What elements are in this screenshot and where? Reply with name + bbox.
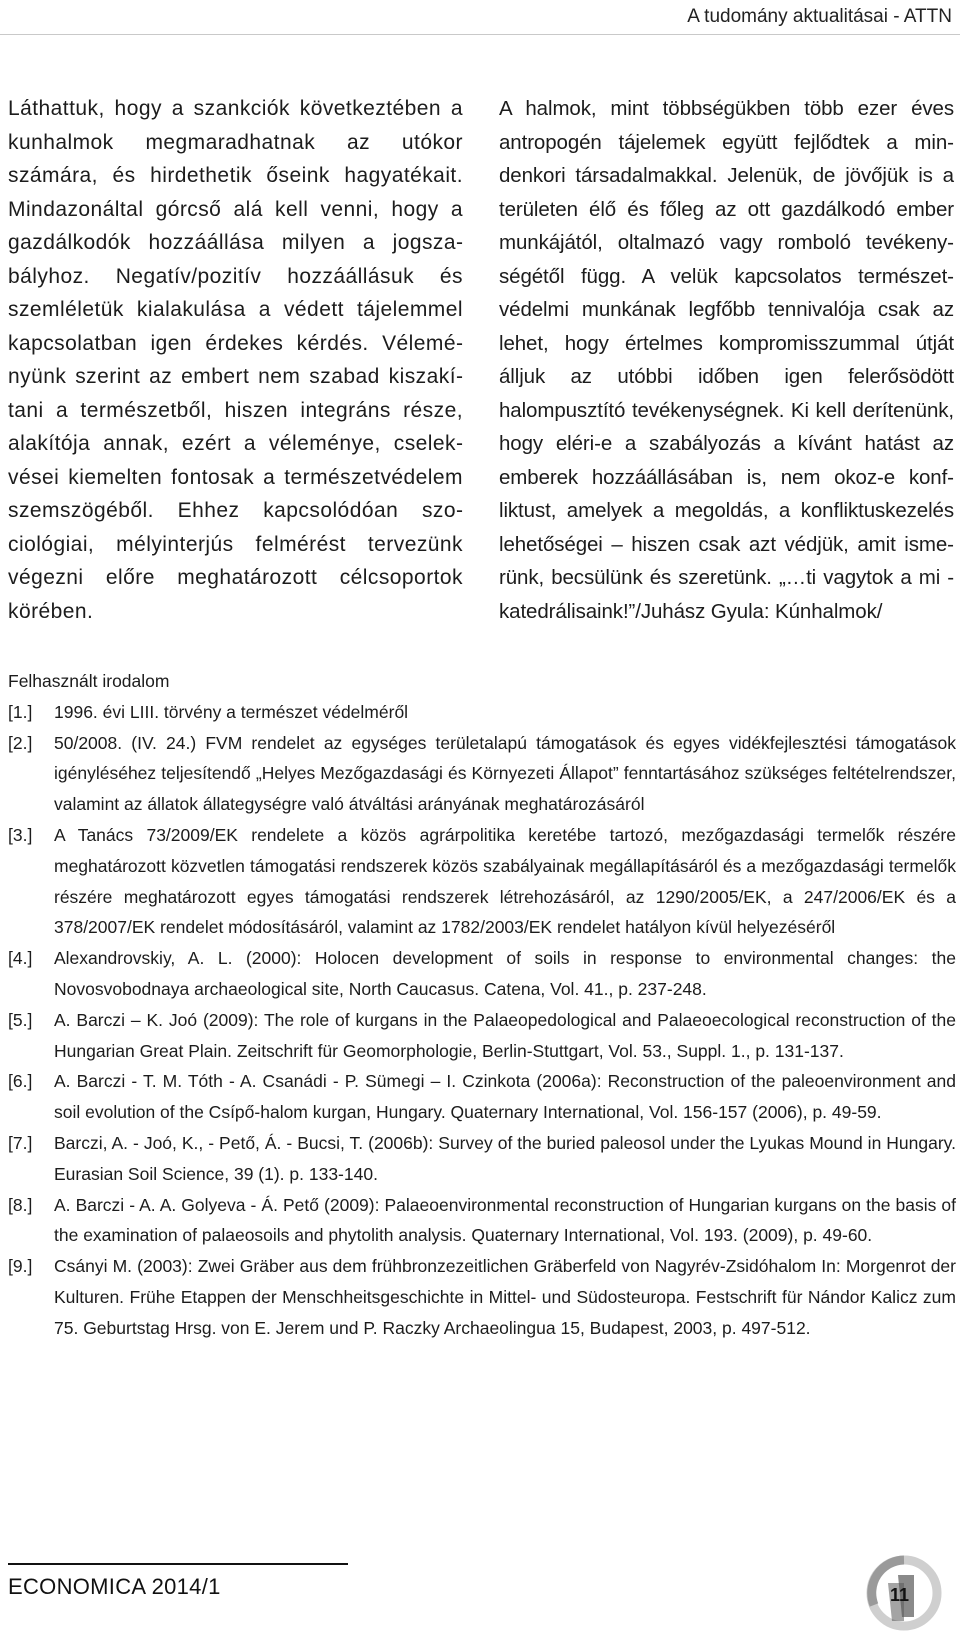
reference-item [8, 1190, 956, 1252]
reference-item [8, 1251, 956, 1343]
reference-item [8, 728, 956, 820]
reference-item [8, 943, 956, 1005]
journal-issue: ECONOMICA 2014/1 [8, 1574, 221, 1599]
right-column [499, 92, 954, 628]
reference-text: A Tanács 73/2009/EK rendelete a közös agrárpolitika keretébe tartozó, mezőgazdasági termelők részére meghatározott közvetlen támogatási rendszerek közös szabályainak megállapításáról és a mezőgazdasági termelők részére meghatározott egyes támogatási rendszerek létrehozásáról, az 1290/2005/EK, a 247/2006/EK és a 378/2007/EK rendelet módosításáról, valamint az 1782/2003/EK rendelet hatályon kívül helyezéséről [54, 824, 956, 938]
running-header [0, 0, 960, 35]
reference-text: 50/2008. (IV. 24.) FVM rendelet az egységes területalapú támogatások és egyes vidékfejlesztési támogatások igényléséhez teljesítendő „Helyes Mezőgazdasági és Környezeti Állapot” fenntartásához szükséges feltételrendszer, valamint az állatok állategységre való átváltási arányának meghatározásáról [54, 732, 956, 815]
reference-text: A. Barczi – K. Joó (2009): The role of kurgans in the Palaeopedological and Palaeoecological reconstruction of the Hungarian Great Plain. Zeitschrift für Geomorphologie, Berlin-Stuttgart, Vol. 53., Suppl. 1., p. 131-137. [54, 1009, 956, 1061]
reference-text: A. Barczi - T. M. Tóth - A. Csanádi - P. Sümegi – I. Czinkota (2006a): Reconstruction of the paleoenvironment and soil evolution of the Csípő-halom kurgan, Hungary. Quaternary International, Vol. 156-157 (2006), p. 49-59. [54, 1071, 956, 1123]
left-column-paragraph: Láthattuk, hogy a szankciók következtében a kunhalmok megmaradhatnak az utókor számára, és hirdethetik őseink hagyatékait. Mindazonáltal górcső alá kell venni, hogy a gazdálkodók hozzáállása milyen a jogszabályhoz. Negatív/pozitív hozzáállásuk és szemléletük kialakulása a védett tájelemmel kapcsolatban igen érdekes kérdés. Véleményünk szerint az embert nem szabad kiszakítani a természetből, hiszen integráns része, alakítója annak, ezért a véleménye, cselekvései kiemelten fontosak a természetvédelem szemszögéből. Ehhez kapcsolódóan szociológiai, mélyinterjús felmérést tervezünk végezni előre meghatározott célcsoportok körében. [8, 97, 463, 623]
reference-number: [8.] [8, 1194, 33, 1215]
reference-text: 1996. évi LIII. törvény a természet védelméről [54, 701, 409, 722]
reference-number: [6.] [8, 1071, 33, 1092]
header-title: A tudomány aktualitásai - ATTN [687, 6, 952, 27]
reference-number: [9.] [8, 1256, 33, 1277]
reference-number: [3.] [8, 824, 33, 845]
reference-item [8, 697, 956, 728]
reference-item [8, 1005, 956, 1067]
reference-number: [5.] [8, 1009, 33, 1030]
references-section [8, 666, 956, 1344]
reference-text: Csányi M. (2003): Zwei Gräber aus dem frühbronzezeitlichen Gräberfeld von Nagyrév-Zsidóhalom In: Morgenrot der Kulturen. Frühe Etappen der Menschheitsgeschichte in Mittel- und Südosteuropa. Festschrift für Nándor Kalicz zum 75. Geburtstag Hrsg. von E. Jerem und P. Raczky Archaeolingua 15, Budapest, 2003, p. 497-512. [54, 1256, 956, 1338]
footer-rule [8, 1563, 348, 1565]
left-column [8, 92, 463, 628]
page-number: 11 [890, 1585, 910, 1605]
reference-text: A. Barczi - A. A. Golyeva - Á. Pető (2009): Palaeoenvironmental reconstruction of Hungarian kurgans on the basis of the examination of palaeosoils and phytolith analysis. Quaternary International, Vol. 193. (2009), p. 49-60. [54, 1194, 956, 1246]
reference-item [8, 820, 956, 943]
reference-item [8, 1066, 956, 1128]
reference-text: Alexandrovskiy, A. L. (2000): Holocen development of soils in response to environmental changes: the Novosvobodnaya archaeological site, North Caucasus. Catena, Vol. 41., p. 237-248. [54, 948, 956, 999]
reference-number: [4.] [8, 948, 33, 969]
reference-number: [1.] [8, 701, 33, 722]
reference-number: [2.] [8, 732, 33, 753]
reference-item [8, 1128, 956, 1190]
reference-text: Barczi, A. - Joó, K., - Pető, Á. - Bucsi, T. (2006b): Survey of the buried paleosol under the Lyukas Mound in Hungary. Eurasian Soil Science, 39 (1). p. 133-140. [54, 1132, 956, 1184]
reference-number: [7.] [8, 1132, 33, 1153]
references-heading: Felhasznált irodalom [8, 671, 170, 691]
right-column-paragraph: A halmok, mint többségükben több ezer éves antropogén tájelemek együtt fejlődtek a mindenkori társadalmakkal. Jelenük, de jövőjük is a területen élő és főleg az ott gazdálkodó ember munkájától, oltalmazó vagy romboló tevékenységétől függ. A velük kapcsolatos természetvédelmi munkának legfőbb tennivalója csak az lehet, hogy értelmes kompromisszummal útját álljuk az utóbbi időben igen felerősödött halompusztító tevékenységnek. Ki kell derítenünk, hogy eléri-e a szabályozás a kívánt hatást az emberek hozzáállásában is, nem okoz-e konfliktust, amelyek a megoldás, a konfliktuskezelés lehetőségei – hiszen csak azt védjük, amit ismerünk, becsülünk és szeretünk. „…ti vagytok a mi - katedrálisaink!”/Juhász Gyula: Kúnhalmok/ [499, 97, 954, 623]
